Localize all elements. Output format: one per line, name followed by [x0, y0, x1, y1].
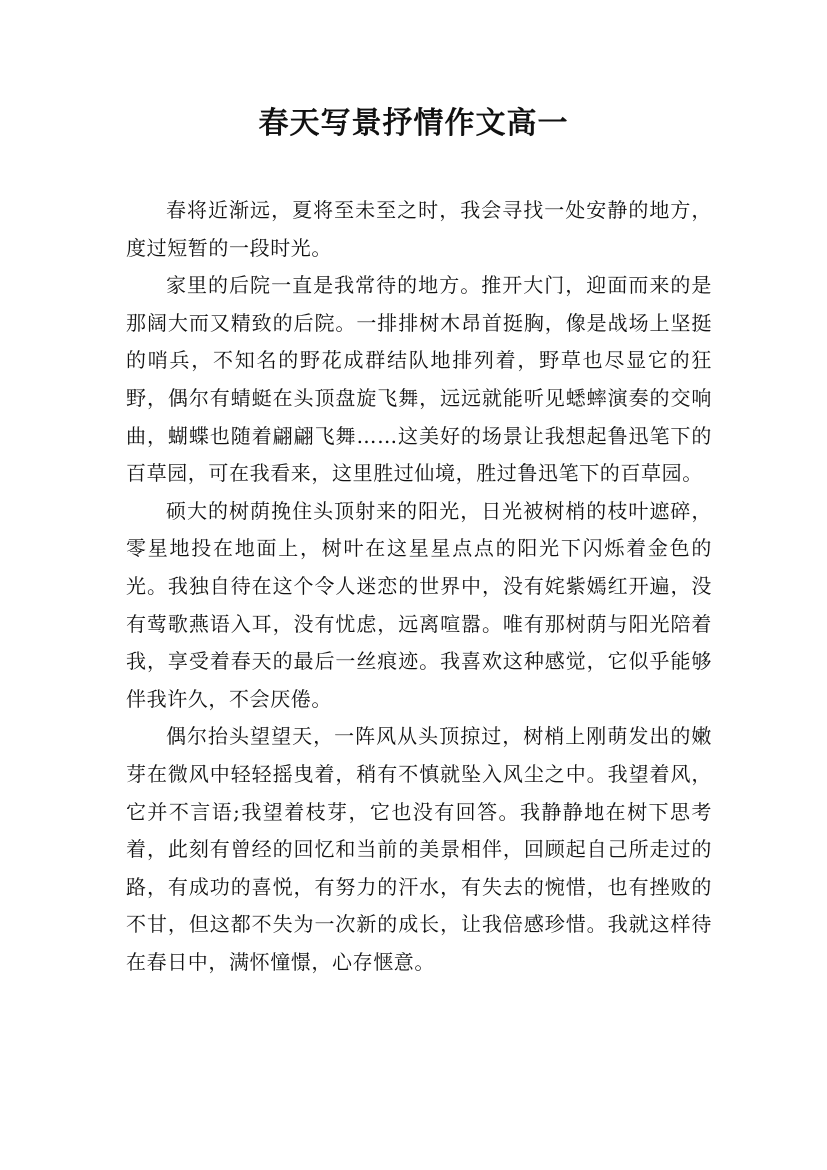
document-body — [126, 192, 712, 981]
paragraph-3: 硕大的树荫挽住头顶射来的阳光，日光被树梢的枝叶遮碎，零星地投在地面上，树叶在这星星点点的阳光下闪烁着金色的光。我独自待在这个令人迷恋的世界中，没有姹紫嫣红开遍，没有莺歌燕语入耳，没有忧虑，远离喧嚣。唯有那树荫与阳光陪着我，享受着春天的最后一丝痕迹。我喜欢这种感觉，它似乎能够伴我许久，不会厌倦。 — [126, 498, 712, 711]
document-title: 春天写景抒情作文高一 — [258, 106, 569, 141]
paragraph-2: 家里的后院一直是我常待的地方。推开大门，迎面而来的是那阔大而又精致的后院。一排排树木昂首挺胸，像是战场上坚挺的哨兵，不知名的野花成群结队地排列着，野草也尽显它的狂野，偶尔有蜻蜓在头顶盘旋飞舞，远远就能听见蟋蟀演奏的交响曲，蝴蝶也随着翩翩飞舞……这美好的场景让我想起鲁迅笔下的百草园，可在我看来，这里胜过仙境，胜过鲁迅笔下的百草园。 — [126, 273, 712, 486]
paragraph-1: 春将近渐远，夏将至未至之时，我会寻找一处安静的地方，度过短暂的一段时光。 — [126, 198, 712, 260]
paragraph-4: 偶尔抬头望望天，一阵风从头顶掠过，树梢上刚萌发出的嫩芽在微风中轻轻摇曳着，稍有不慎就坠入风尘之中。我望着风，它并不言语;我望着枝芽，它也没有回答。我静静地在树下思考着，此刻有曾经的回忆和当前的美景相伴，回顾起自己所走过的路，有成功的喜悦，有努力的汗水，有失去的惋惜，也有挫败的不甘，但这都不失为一次新的成长，让我倍感珍惜。我就这样待在春日中，满怀憧憬，心存惬意。 — [126, 724, 712, 974]
